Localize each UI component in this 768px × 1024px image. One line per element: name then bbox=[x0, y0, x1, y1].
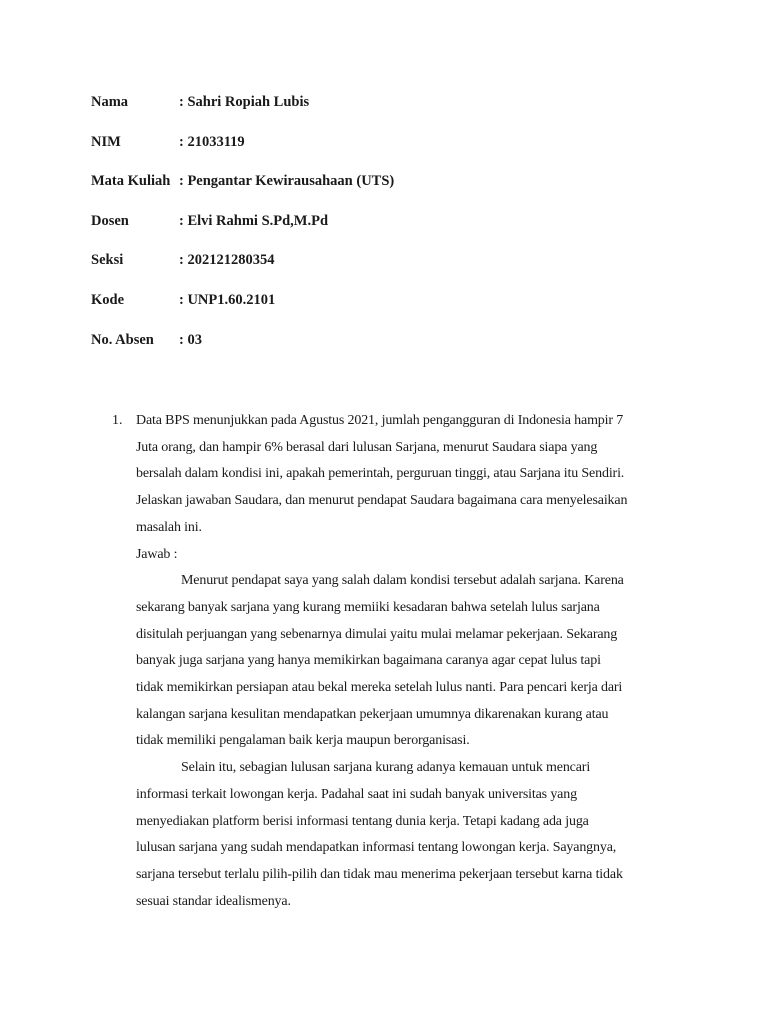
answer-label: Jawab : bbox=[136, 546, 178, 562]
identity-label: Seksi bbox=[91, 252, 124, 269]
question-line: bersalah dalam kondisi ini, apakah pemerintah, perguruan tinggi, atau Sarjana itu Sendiri. bbox=[136, 466, 625, 482]
identity-value: : UNP1.60.2101 bbox=[179, 291, 276, 308]
answer-paragraph-2-line: informasi terkait lowongan kerja. Padahal saat ini sudah banyak universitas yang bbox=[136, 786, 577, 802]
identity-row-nim bbox=[91, 132, 651, 172]
identity-value: : Pengantar Kewirausahaan (UTS) bbox=[179, 173, 395, 190]
answer-paragraph-1-line: tidak memiliki pengalaman baik kerja maupun berorganisasi. bbox=[136, 733, 470, 749]
answer-paragraph-1-line: banyak juga sarjana yang hanya memikirkan bagaimana caranya agar cepat lulus tapi bbox=[136, 653, 601, 669]
question-number: 1. bbox=[112, 413, 123, 428]
identity-label: Mata Kuliah bbox=[91, 173, 171, 190]
student-identity-block bbox=[91, 92, 651, 369]
answer-paragraph-1-line: Menurut pendapat saya yang salah dalam kondisi tersebut adalah sarjana. Karena bbox=[181, 573, 624, 589]
identity-row-seksi bbox=[91, 250, 651, 290]
identity-label: Nama bbox=[91, 94, 129, 110]
question-line: Jelaskan jawaban Saudara, dan menurut pendapat Saudara bagaimana cara menyelesaikan bbox=[136, 493, 628, 509]
identity-row-dosen bbox=[91, 211, 651, 251]
question-line: masalah ini. bbox=[136, 519, 202, 535]
identity-label: No. Absen bbox=[91, 331, 154, 348]
answer-paragraph-1-line: kalangan sarjana kesulitan mendapatkan pekerjaan umumnya dikarenakan kurang atau bbox=[136, 706, 609, 722]
identity-value: : 03 bbox=[179, 331, 202, 348]
answer-paragraph-1-line: tidak memikirkan persiapan atau bekal mereka setelah lulus nanti. Para pencari kerja dari bbox=[136, 680, 623, 696]
answer-paragraph-2-line: sarjana tersebut terlalu pilih-pilih dan tidak mau menerima pekerjaan tersebut karna tidak bbox=[136, 866, 623, 882]
identity-value: : Sahri Ropiah Lubis bbox=[179, 94, 310, 110]
identity-row-nama bbox=[91, 92, 651, 132]
answer-paragraph-2-line: menyediakan platform berisi informasi tentang dunia kerja. Tetapi kadang ada juga bbox=[136, 813, 589, 829]
answer-paragraph-2-line: sesuai standar idealismenya. bbox=[136, 893, 291, 909]
question-line: Juta orang, dan hampir 6% berasal dari lulusan Sarjana, menurut Saudara siapa yang bbox=[136, 439, 598, 455]
question-line: Data BPS menunjukkan pada Agustus 2021, jumlah pengangguran di Indonesia hampir 7 bbox=[136, 413, 624, 428]
question-body bbox=[136, 408, 691, 915]
answer-paragraph-1-line: sekarang banyak sarjana yang kurang memiiki kesadaran bahwa setelah lulus sarjana bbox=[136, 599, 600, 615]
identity-row-kode bbox=[91, 290, 651, 330]
identity-label: Kode bbox=[91, 291, 125, 308]
identity-label: NIM bbox=[91, 133, 121, 150]
answer-paragraph-2-line: lulusan sarjana yang sudah mendapatkan informasi tentang lowongan kerja. Sayangnya, bbox=[136, 840, 617, 856]
identity-value: : Elvi Rahmi S.Pd,M.Pd bbox=[179, 212, 329, 229]
identity-value: : 202121280354 bbox=[179, 252, 275, 269]
identity-value: : 21033119 bbox=[179, 133, 245, 150]
identity-row-mata-kuliah bbox=[91, 171, 651, 211]
identity-label: Dosen bbox=[91, 212, 129, 229]
answer-paragraph-1-line: disitulah perjuangan yang sebenarnya dimulai yaitu mulai melamar pekerjaan. Sekarang bbox=[136, 626, 618, 642]
identity-row-no-absen bbox=[91, 330, 651, 370]
answer-paragraph-2-line: Selain itu, sebagian lulusan sarjana kurang adanya kemauan untuk mencari bbox=[181, 760, 591, 776]
